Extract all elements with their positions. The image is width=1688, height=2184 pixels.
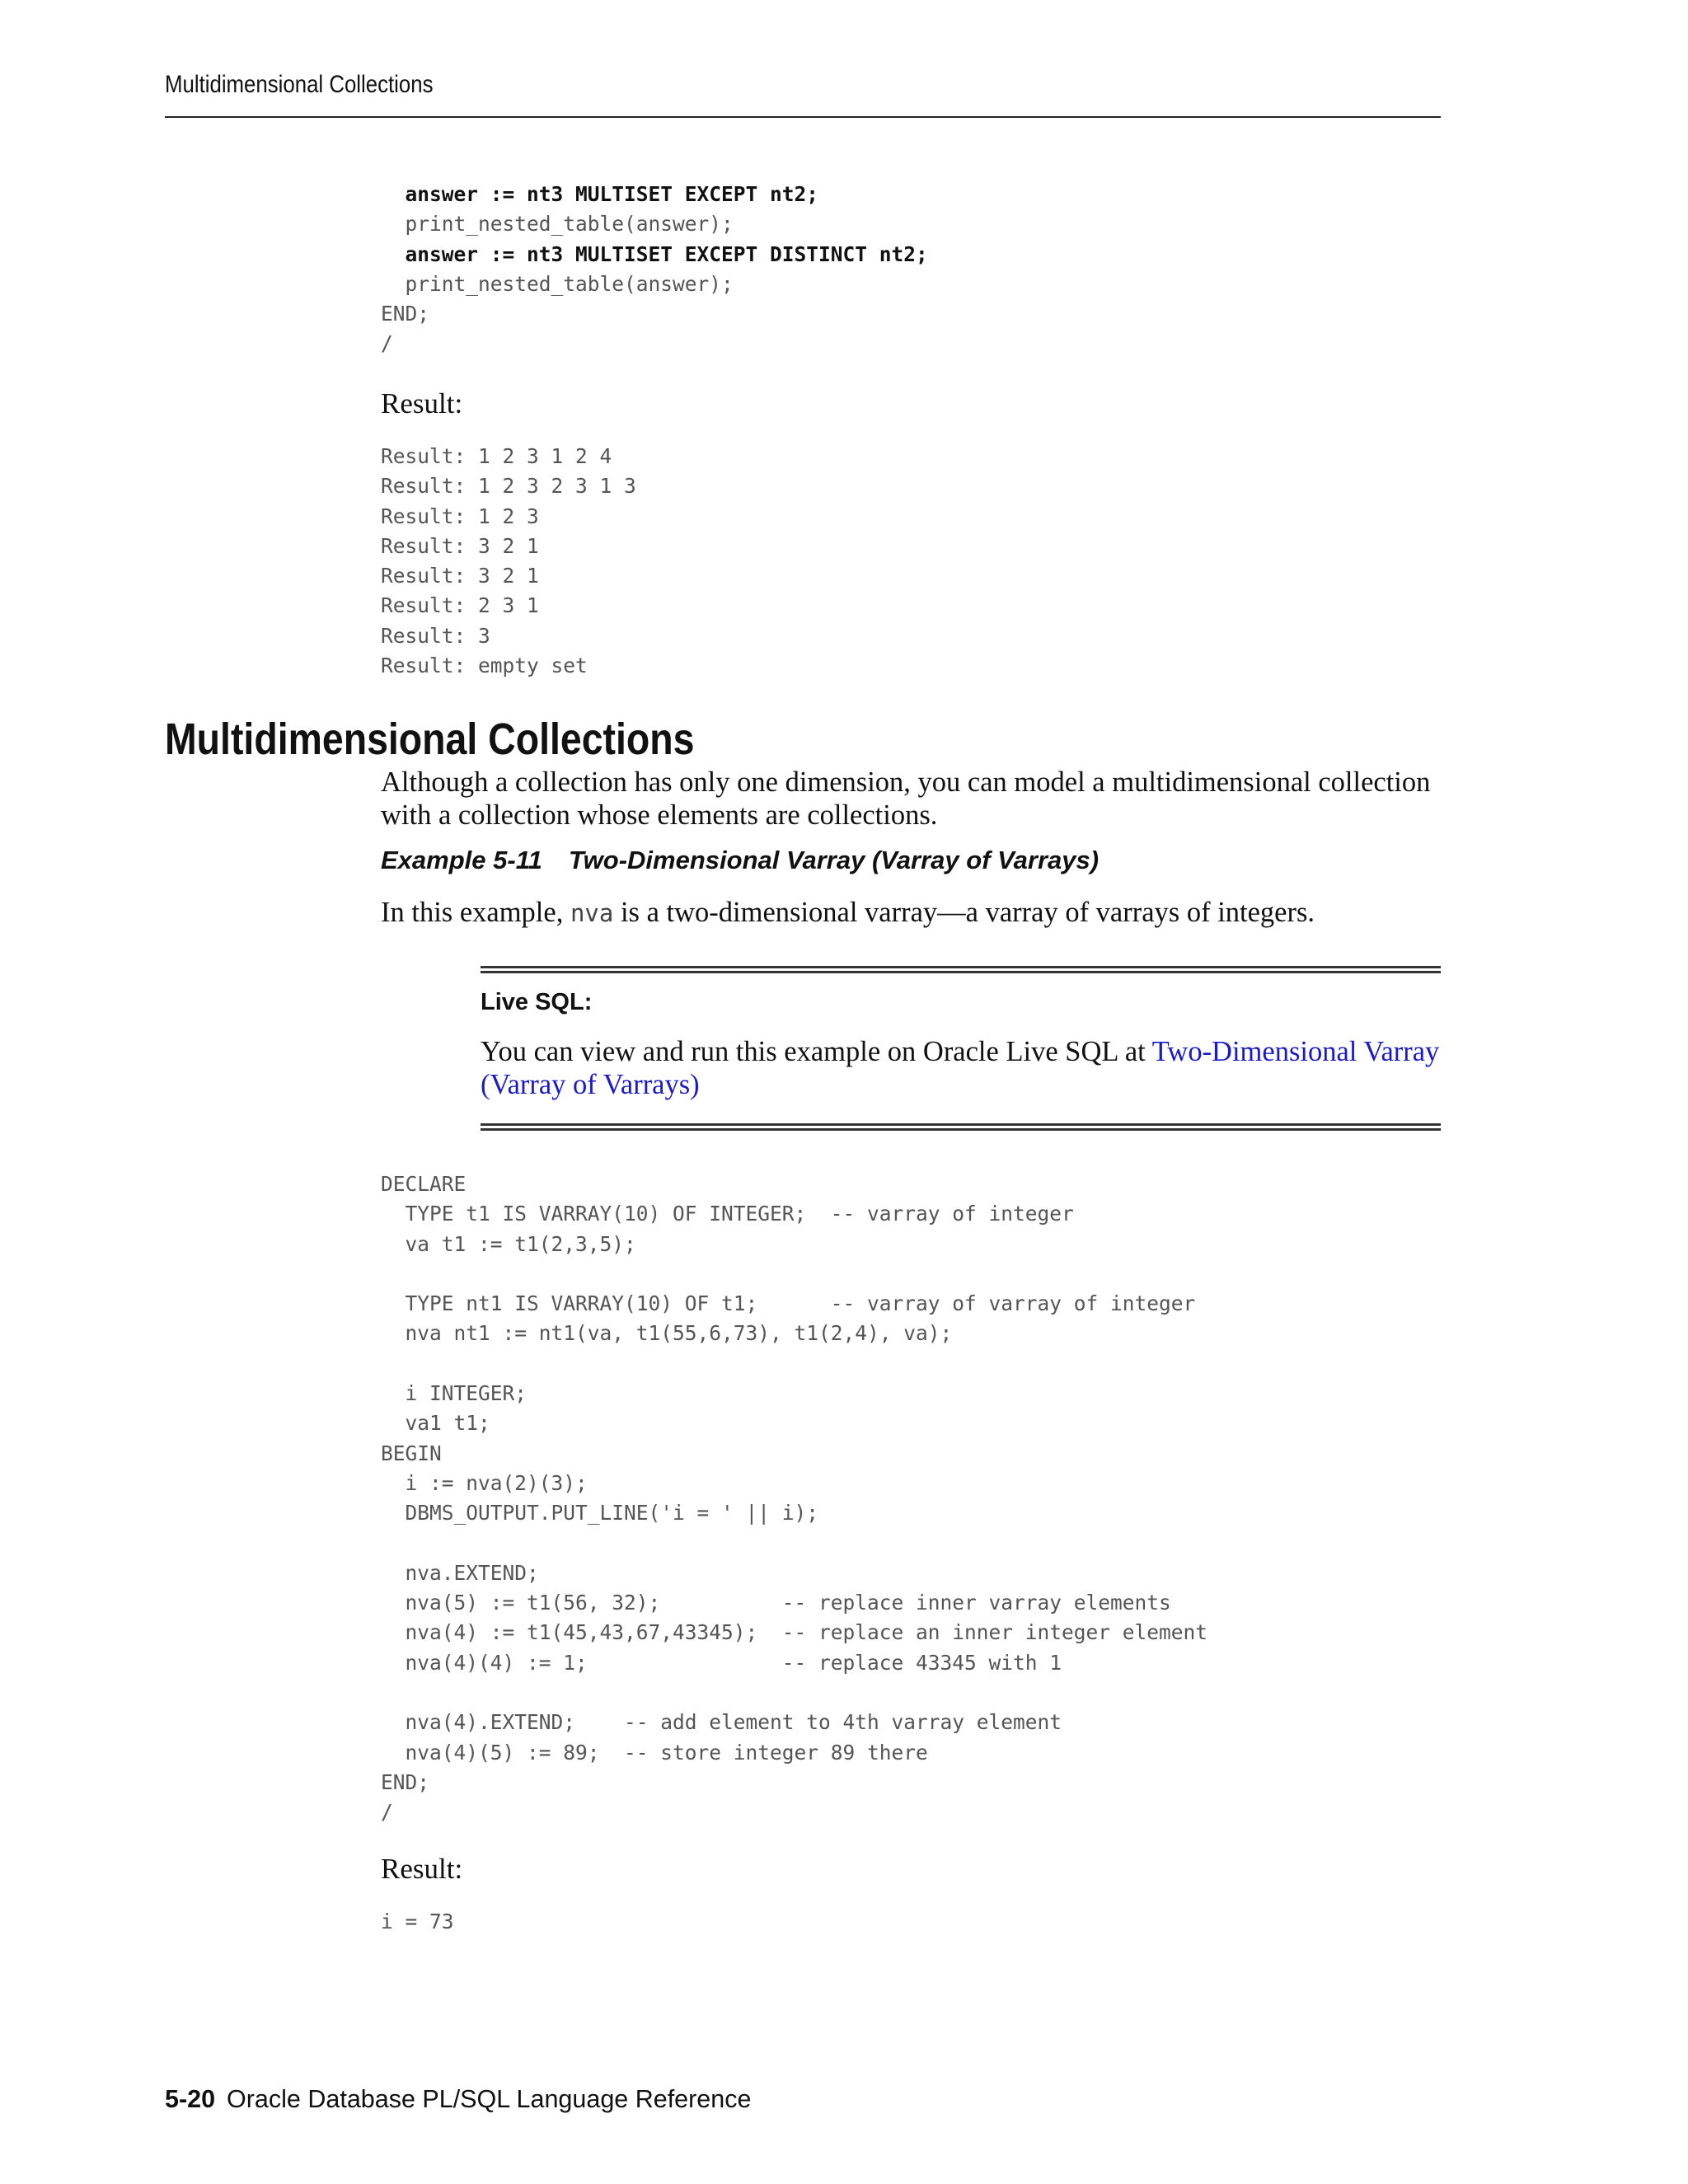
section-title: Multidimensional Collections: [165, 715, 695, 764]
result-label: Result:: [381, 387, 463, 419]
section-intro: Although a collection has only one dimension, you can model a multidimensional collection with a collection whose elements are collections.: [381, 766, 1431, 831]
header-rule: [165, 116, 1441, 118]
code-line: print_nested_table(answer);: [381, 271, 734, 296]
book-title: Oracle Database PL/SQL Language Reference: [227, 2085, 752, 2113]
running-header: Multidimensional Collections: [165, 71, 434, 98]
code-line: answer := nt3 MULTISET EXCEPT nt2;: [381, 182, 819, 206]
code-line: print_nested_table(answer);: [381, 212, 734, 237]
code-line: /: [381, 331, 393, 356]
page-number: 5-20: [165, 2085, 216, 2113]
example-title: [381, 846, 1099, 875]
live-sql-link[interactable]: Two-Dimensional Varray (Varray of Varrays): [481, 1036, 1440, 1100]
page-footer: [165, 2085, 751, 2114]
result-output: Result: 1 2 3 1 2 4 Result: 1 2 3 2 3 1 3 Result: 1 2 3 Result: 3 2 1 Result: 3 2 1 Result: 2 3 1 Result: 3 Result: empty set: [381, 444, 636, 678]
code-line: END;: [381, 302, 430, 326]
example-title-text: Two-Dimensional Varray (Varray of Varrays): [568, 846, 1100, 874]
code-block-main: DECLARE TYPE t1 IS VARRAY(10) OF INTEGER; -- varray of integer va t1 := t1(2,3,5); TYPE nt1 IS VARRAY(10) OF t1; -- varray of varray of integer nva nt1 := nt1(va, t1(55,6,73), t1(2,4), va); i INTEGER; va1 t1; BEGIN i := nva(2)(3); DBMS_OUTPUT.PUT_LINE('i = ' || i); nva.EXTEND; nva(5) := t1(56, 32); -- replace inner varray elements nva(4) := t1(45,43,67,43345); -- replace an inner integer element nva(4)(4) := 1; -- replace 43345 with 1 nva(4).EXTEND; -- add element to 4th varray element nva(4)(5) := 89; -- store integer 89 there END; /: [381, 1172, 1208, 1825]
live-sql-heading: Live SQL:: [481, 989, 593, 1015]
code-block-top: [381, 180, 928, 359]
note-rule-top: [481, 966, 1441, 973]
inline-code-nva: nva: [570, 899, 614, 927]
note-rule-bottom: [481, 1123, 1441, 1131]
code-line: answer := nt3 MULTISET EXCEPT DISTINCT nt2;: [381, 241, 928, 266]
result-output: i = 73: [381, 1910, 454, 1933]
live-sql-text: You can view and run this example on Oracle Live SQL at Two-Dimensional Varray (Varray of Varrays): [481, 1036, 1440, 1100]
example-number: Example 5-11: [381, 846, 542, 874]
example-description: In this example, nva is a two-dimensional varray—a varray of varrays of integers.: [381, 897, 1315, 928]
result-label: Result:: [381, 1853, 463, 1885]
